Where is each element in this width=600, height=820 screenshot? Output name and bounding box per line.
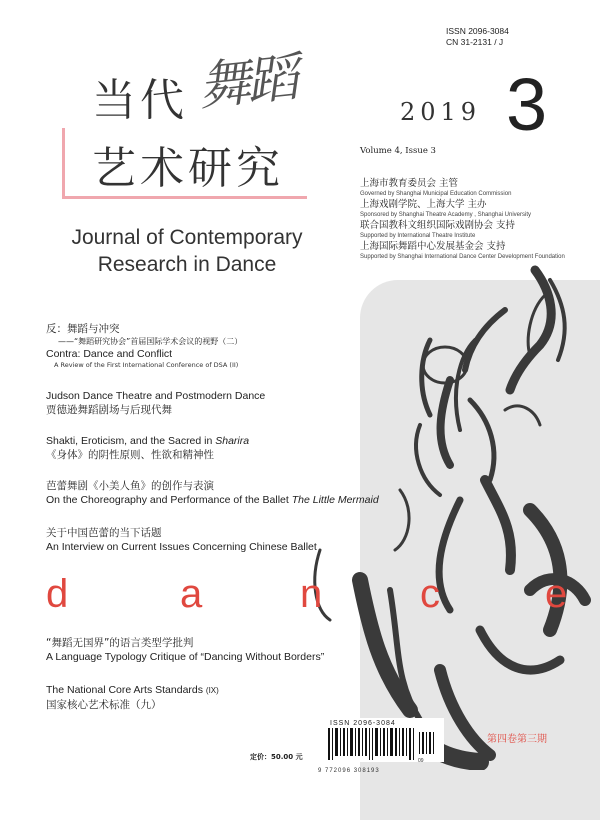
article-cn-title: “舞蹈无国界”的语言类型学批判	[46, 637, 194, 649]
issn-block	[446, 26, 509, 48]
volume-issue-cn: 第四卷第三期	[487, 734, 547, 745]
article-cn-title: 关于中国芭蕾的当下话题	[46, 527, 162, 539]
article-4	[46, 479, 406, 507]
sponsor-3	[360, 220, 595, 241]
sponsor-4	[360, 241, 595, 262]
title-bracket-horizontal	[62, 196, 307, 199]
article-en-title	[46, 434, 366, 448]
article-en-title-part: (IX)	[205, 686, 219, 695]
sponsor-cn: 联合国教科文组织国际戏剧协会 支持	[360, 220, 516, 231]
issue-year: 2019	[400, 98, 482, 126]
article-en-title: Contra: Dance and Conflict	[46, 348, 173, 360]
sponsor-en: Supported by International Theatre Institute	[360, 233, 476, 239]
journal-title-en-line1: Journal of Contemporary	[71, 226, 303, 249]
article-1	[46, 322, 366, 370]
article-en-title: An Interview on Current Issues Concerning Chinese Ballet	[46, 541, 317, 553]
journal-title-en	[62, 224, 312, 278]
journal-title-cn-line2: 艺术研究	[92, 143, 284, 194]
journal-title-cn-calligraphy: 舞蹈	[195, 48, 298, 118]
article-cn-title: 反：舞蹈与冲突	[46, 323, 120, 335]
sponsor-1	[360, 178, 595, 199]
cn-line: CN 31-2131 / J	[446, 37, 504, 47]
dance-letter-c: c	[420, 572, 440, 616]
sponsor-cn: 上海戏剧学院、上海大学 主办	[360, 199, 487, 210]
article-en-subtitle: A Review of the First International Conference of DSA (II)	[54, 361, 239, 369]
issn-line: ISSN 2096-3084	[446, 26, 509, 36]
dance-letter-n: n	[300, 572, 323, 616]
dance-letter-e: e	[545, 572, 568, 616]
sponsor-cn: 上海市教育委员会 主管	[360, 178, 459, 189]
article-en-title-text: On the Choreography and Performance of the Ballet	[46, 494, 292, 506]
article-en-title-italic: Sharira	[215, 435, 250, 447]
article-en-title	[46, 493, 406, 507]
article-cn-subtitle: ——“舞蹈研究协会”首届国际学术会议的视野（二）	[58, 337, 243, 346]
article-en-title: Judson Dance Theatre and Postmodern Dance	[46, 390, 266, 402]
article-3	[46, 434, 366, 462]
journal-title-en-line2: Research in Dance	[97, 253, 277, 276]
sponsor-en: Sponsored by Shanghai Theatre Academy , Shanghai University	[360, 212, 531, 218]
article-cn-title: 芭蕾舞剧《小美人鱼》的创作与表演	[46, 480, 214, 492]
barcode-addon: 09	[418, 758, 424, 764]
article-cn-title: 《身体》的阴性原则、性欲和精神性	[46, 449, 214, 461]
sponsor-en: Supported by Shanghai International Dance Center Development Foundation	[360, 254, 565, 260]
journal-title-cn-line1: 当代	[92, 75, 188, 126]
barcode-issn-text: ISSN 2096-3084	[330, 720, 396, 727]
sponsor-2	[360, 199, 595, 220]
article-en-title	[46, 683, 366, 698]
article-en-title-text: Shakti, Eroticism, and the Sacred in	[46, 435, 216, 447]
article-7	[46, 683, 366, 712]
sponsor-cn: 上海国际舞蹈中心发展基金会 支持	[360, 241, 506, 252]
volume-issue: Volume 4, Issue 3	[360, 146, 436, 156]
article-cn-title: 贾德逊舞蹈剧场与后现代舞	[46, 404, 172, 416]
article-6	[46, 636, 366, 664]
article-en-title-text: The National Core Arts Standards	[46, 684, 206, 696]
title-bracket-vertical	[62, 128, 65, 196]
article-en-title: A Language Typology Critique of “Dancing Without Borders”	[46, 651, 325, 663]
barcode-number: 9 772096 308193	[318, 768, 380, 774]
article-en-title-italic: The Little Mermaid	[291, 494, 379, 506]
article-cn-title: 国家核心艺术标准（九）	[46, 699, 162, 711]
issue-number: 3	[506, 63, 548, 146]
article-5	[46, 526, 366, 554]
dance-letter-a: a	[180, 572, 203, 616]
sponsor-en: Governed by Shanghai Municipal Education Commission	[360, 191, 512, 197]
dance-letter-d: d	[46, 572, 69, 616]
article-2	[46, 389, 366, 417]
price-label: 定价：50.00 元	[250, 753, 303, 761]
